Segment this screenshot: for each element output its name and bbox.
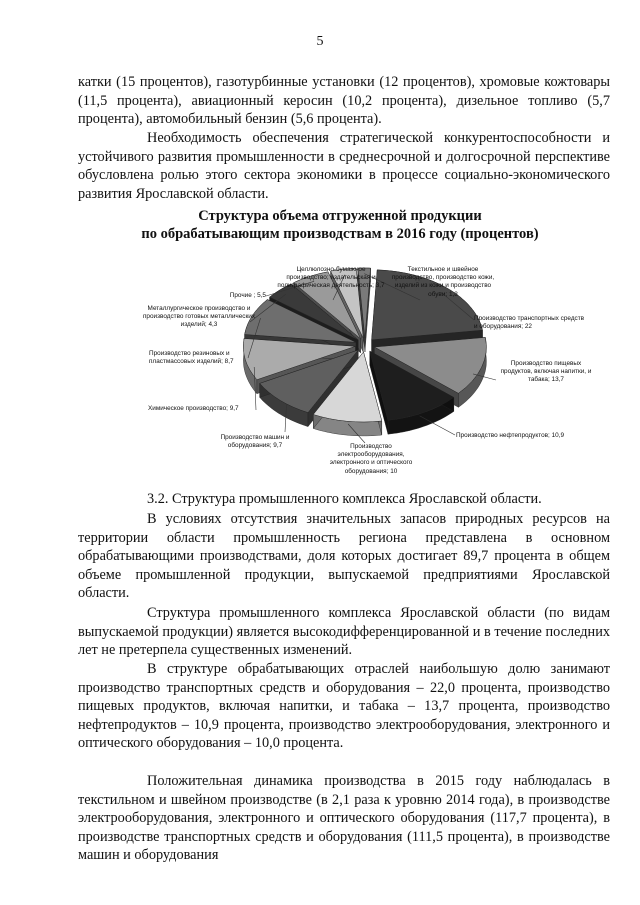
paragraph-5: В структуре обрабатывающих отраслей наибольшую долю занимают производство транспортных средств и оборудования – 22,0 процента, производство пищевых продуктов, включая напитки, и табака – 13,7 процента, производство нефтепродуктов – 10,9 процента, производство электрооборудования, электронного и оптического оборудования – 10,0 процента. — [78, 661, 610, 752]
label-textile: Текстильное и швейное производство, производство кожи, изделий из кожи и производство обуви; 1,8 — [391, 266, 495, 298]
paragraph-1: катки (15 процентов), газотурбинные установки (12 процентов), хромовые кожтовары (11,5 процента), авиационный керосин (10,2 процента), дизельное топливо (5,7 процента), автомобильный бензин (5,6 процента). — [78, 74, 610, 128]
label-cellulose: Целлюлозно-бумажное производство; издательская и полиграфическая деятельность; 3,7 — [277, 266, 385, 290]
section-heading: 3.2. Структура промышленного комплекса Ярославской области. — [147, 491, 542, 507]
chart-title-line-2: по обрабатывающим производствам в 2016 году (процентов) — [141, 226, 539, 242]
label-food: Производство пищевых продуктов, включая напитки, и табака; 13,7 — [500, 360, 592, 384]
page-number: 5 — [316, 34, 324, 49]
paragraph-2: Необходимость обеспечения стратегической конкурентоспособности и устойчивого развития промышленности в среднесрочной и долгосрочной перспективе обусловлена ролью этого сектора экономики в процессе социально-экономического развития Ярославской области. — [78, 130, 610, 202]
paragraph-4: Структура промышленного комплекса Ярославской области (по видам выпускаемой продукции) является высокодифференцированной и в течение последних лет не претерпела существенных изменений. — [78, 605, 610, 659]
label-chemical: Химическое производство; 9,7 — [148, 405, 239, 412]
paragraph-6: Положительная динамика производства в 2015 году наблюдалась в текстильном и швейном производстве (в 2,1 раза к уровню 2014 года), в производстве электрооборудования, электронного и оптического оборудования (117,7 процента), в производстве транспортных средств и оборудования (111,5 процента), в производстве машин и оборудования — [78, 773, 610, 864]
label-metallurgy: Металлургическое производство и производство готовых металлических изделий; 4,3 — [142, 305, 256, 329]
chart-title-line-1: Структура объема отгруженной продукции — [198, 208, 482, 224]
label-oil: Производство нефтепродуктов; 10,9 — [455, 432, 565, 439]
label-machines: Производство машин и оборудования; 9,7 — [220, 434, 290, 450]
label-transport: Производство транспортных средств и оборудования; 22 — [474, 315, 585, 331]
label-other: Прочие ; 5,5 — [229, 292, 266, 299]
paragraph-3: В условиях отсутствия значительных запасов природных ресурсов на территории области промышленность региона представлена в основном обрабатывающими производствами, доля которых достигает 89,7 процента в общем объеме промышленной продукции, выпускаемой предприятиями Ярославской области. — [78, 511, 610, 602]
label-rubber: Производство резиновых и пластмассовых изделий; 8,7 — [149, 350, 234, 366]
label-electro: Производство электрооборудования, электронного и оптического оборудования; 10 — [329, 443, 413, 475]
